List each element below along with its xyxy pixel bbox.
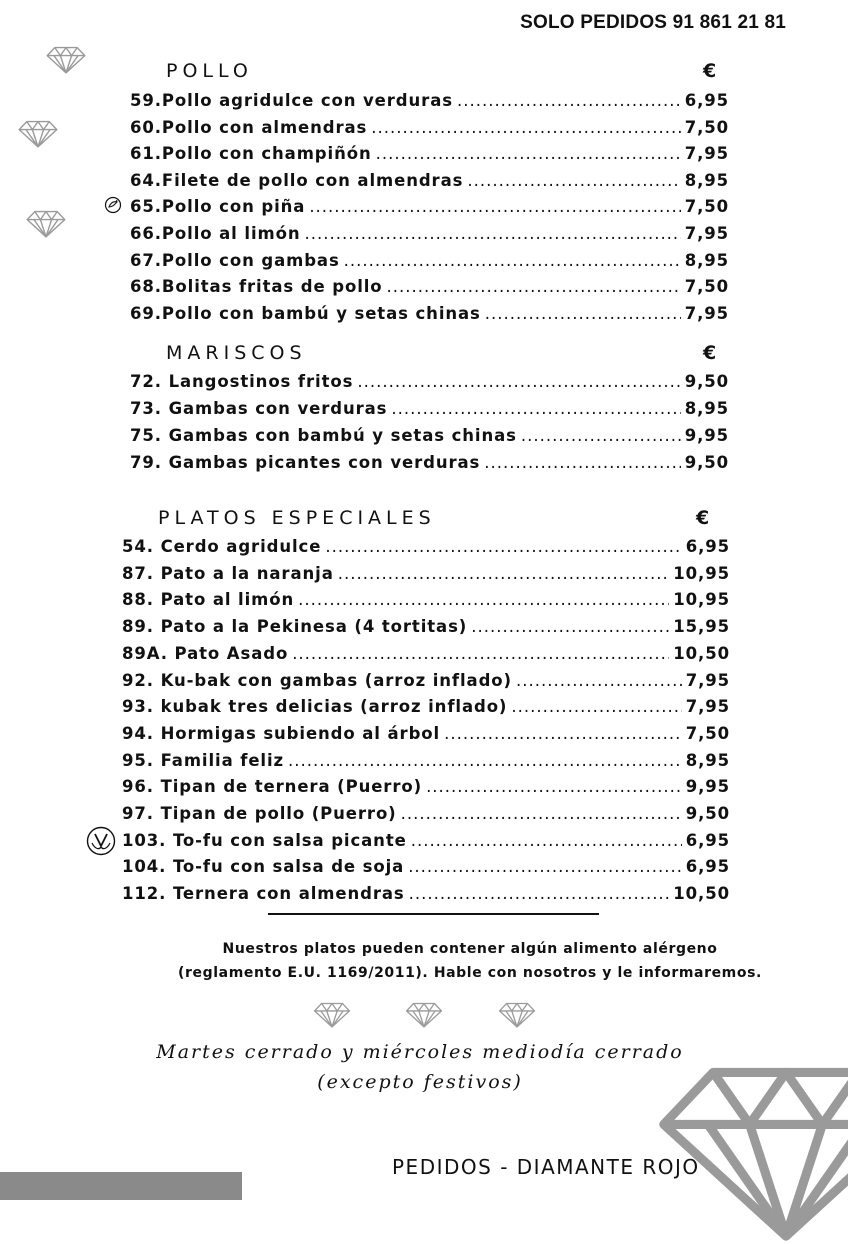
menu-item-name: 97. Tipan de pollo (Puerro) <box>122 804 397 823</box>
dot-leader <box>426 773 682 800</box>
menu-item-name: 87. Pato a la naranja <box>122 563 334 583</box>
dot-leader <box>409 880 670 907</box>
menu-item <box>130 395 729 422</box>
menu-item-name: 112. Ternera con almendras <box>122 884 405 904</box>
menu-item <box>130 193 729 220</box>
menu-item-price: 10,95 <box>673 590 730 610</box>
schedule-line2: (excepto festivos) <box>317 1071 523 1093</box>
menu-item-name: 89. Pato a la Pekinesa (4 tortitas) <box>122 617 468 637</box>
menu-item-price: 10,50 <box>673 643 730 663</box>
menu-item-price: 9,50 <box>685 804 730 823</box>
menu-item-name: 69.Pollo con bambú y setas chinas <box>130 303 481 323</box>
currency-symbol: € <box>703 342 717 364</box>
menu-item-price: 9,95 <box>684 426 729 445</box>
menu-item-name: 73. Gambas con verduras <box>130 399 388 418</box>
diamond-icon <box>498 1002 536 1028</box>
vegetarian-icon <box>86 826 116 856</box>
menu-item <box>122 693 730 720</box>
menu-item-name: 89A. Pato Asado <box>122 643 289 663</box>
menu-item <box>122 613 730 640</box>
menu-item-price: 10,95 <box>673 563 730 583</box>
dot-leader <box>371 114 680 141</box>
menu-item-name: 60.Pollo con almendras <box>130 117 368 137</box>
menu-item-price: 8,95 <box>684 170 729 190</box>
dot-leader <box>408 853 682 880</box>
menu-item-price: 7,95 <box>684 144 729 164</box>
dot-leader <box>401 800 682 827</box>
dot-leader <box>467 167 680 194</box>
menu-item <box>130 140 729 167</box>
menu-item-price: 6,95 <box>685 537 730 556</box>
menu-item <box>122 880 730 907</box>
menu-item-name: 92. Ku-bak con gambas (arroz inflado) <box>122 670 512 690</box>
menu-item-price: 7,50 <box>684 117 729 137</box>
dot-leader <box>288 747 682 774</box>
dot-leader <box>338 560 670 587</box>
menu-item-name: 88. Pato al limón <box>122 590 295 610</box>
dot-leader <box>344 247 681 274</box>
menu-item-name: 94. Hormigas subiendo al árbol <box>122 723 441 743</box>
menu-item-price: 6,95 <box>685 857 730 877</box>
menu-item-price: 7,50 <box>684 197 729 217</box>
dot-leader <box>521 422 681 449</box>
menu-item-price: 8,95 <box>684 399 729 418</box>
menu-item-name: 72. Langostinos fritos <box>130 372 354 391</box>
menu-item <box>130 422 729 449</box>
menu-item <box>122 667 730 694</box>
menu-item-price: 10,50 <box>673 884 730 904</box>
dot-leader <box>292 640 669 667</box>
currency-symbol: € <box>703 60 717 82</box>
menu-item-name: 67.Pollo con gambas <box>130 250 340 270</box>
section-title-pollo: POLLO <box>166 60 253 82</box>
menu-item-name: 61.Pollo con champiñón <box>130 144 372 164</box>
menu-item <box>130 273 729 300</box>
dot-leader <box>309 193 680 220</box>
menu-item <box>122 800 730 827</box>
dot-leader <box>484 449 680 476</box>
menu-item-price: 7,95 <box>685 697 730 717</box>
dot-leader <box>304 220 680 247</box>
schedule-line1: Martes cerrado y miércoles mediodía cerrado <box>156 1041 684 1063</box>
menu-item-name: 103. To-fu con salsa picante <box>122 830 407 850</box>
menu-item-name: 75. Gambas con bambú y setas chinas <box>130 426 517 445</box>
currency-symbol: € <box>696 507 710 529</box>
dot-leader <box>457 87 681 114</box>
menu-item <box>122 853 730 880</box>
menu-item-price: 8,95 <box>685 750 730 770</box>
menu-item <box>122 827 730 854</box>
menu-item <box>122 640 730 667</box>
diamond-icon <box>46 46 86 74</box>
dot-leader <box>411 827 682 854</box>
dot-leader <box>325 533 681 560</box>
menu-item-price: 7,95 <box>685 670 730 690</box>
diamond-icon <box>26 210 66 238</box>
menu-item <box>122 773 730 800</box>
menu-item-price: 7,95 <box>684 224 729 243</box>
section-title-mariscos: MARISCOS <box>166 342 307 364</box>
dot-leader <box>357 368 680 395</box>
menu-item-name: 54. Cerdo agridulce <box>122 537 322 556</box>
menu-item-name: 95. Familia feliz <box>122 750 285 770</box>
menu-item <box>130 300 729 327</box>
divider-line <box>268 913 599 915</box>
menu-item-price: 15,95 <box>673 617 730 637</box>
menu-item <box>130 220 729 247</box>
menu-item <box>130 449 729 476</box>
dot-leader <box>471 613 669 640</box>
dot-leader <box>387 273 681 300</box>
menu-item-price: 9,95 <box>685 777 730 797</box>
diamond-icon <box>18 120 58 148</box>
menu-item <box>122 533 730 560</box>
dot-leader <box>485 300 681 327</box>
menu-item-price: 6,95 <box>685 830 730 850</box>
menu-item <box>122 586 730 613</box>
menu-item-name: 59.Pollo agridulce con verduras <box>130 91 453 110</box>
menu-item-price: 7,50 <box>684 277 729 297</box>
menu-item-name: 93. kubak tres delicias (arroz inflado) <box>122 697 508 717</box>
menu-item-price: 9,50 <box>684 453 729 472</box>
spicy-icon <box>104 196 122 214</box>
diamond-icon <box>405 1002 443 1028</box>
menu-item-name: 66.Pollo al limón <box>130 224 301 243</box>
footer-bar <box>0 1172 242 1200</box>
menu-item-price: 9,50 <box>684 372 729 391</box>
section-title-especiales: PLATOS ESPECIALES <box>158 507 436 529</box>
menu-item-price: 7,50 <box>685 723 730 743</box>
menu-item-name: 104. To-fu con salsa de soja <box>122 857 405 877</box>
dot-leader <box>391 395 680 422</box>
dot-leader <box>516 667 682 694</box>
menu-item-name: 64.Filete de pollo con almendras <box>130 170 464 190</box>
dot-leader <box>376 140 681 167</box>
allergen-notice-line2: (reglamento E.U. 1169/2011). Hable con nosotros y le informaremos. <box>178 965 762 981</box>
menu-item <box>130 167 729 194</box>
menu-item <box>130 114 729 141</box>
menu-item <box>130 368 729 395</box>
allergen-notice-line1: Nuestros platos pueden contener algún alimento alérgeno <box>222 941 718 957</box>
footer-title: PEDIDOS - DIAMANTE ROJO <box>392 1155 700 1179</box>
menu-item-name: 68.Bolitas fritas de pollo <box>130 277 383 297</box>
menu-item-name: 79. Gambas picantes con verduras <box>130 453 481 472</box>
menu-item-price: 7,95 <box>684 303 729 323</box>
menu-item-name: 96. Tipan de ternera (Puerro) <box>122 777 423 797</box>
dot-leader <box>511 693 681 720</box>
menu-item <box>130 87 729 114</box>
menu-item-name: 65.Pollo con piña <box>130 197 306 217</box>
menu-item <box>122 747 730 774</box>
menu-item <box>122 720 730 747</box>
dot-leader <box>444 720 682 747</box>
menu-item-price: 8,95 <box>684 250 729 270</box>
menu-item-price: 6,95 <box>684 91 729 110</box>
menu-item <box>130 247 729 274</box>
menu-item <box>122 560 730 587</box>
order-phone: SOLO PEDIDOS 91 861 21 81 <box>520 12 786 33</box>
diamond-icon <box>313 1002 351 1028</box>
dot-leader <box>298 586 669 613</box>
